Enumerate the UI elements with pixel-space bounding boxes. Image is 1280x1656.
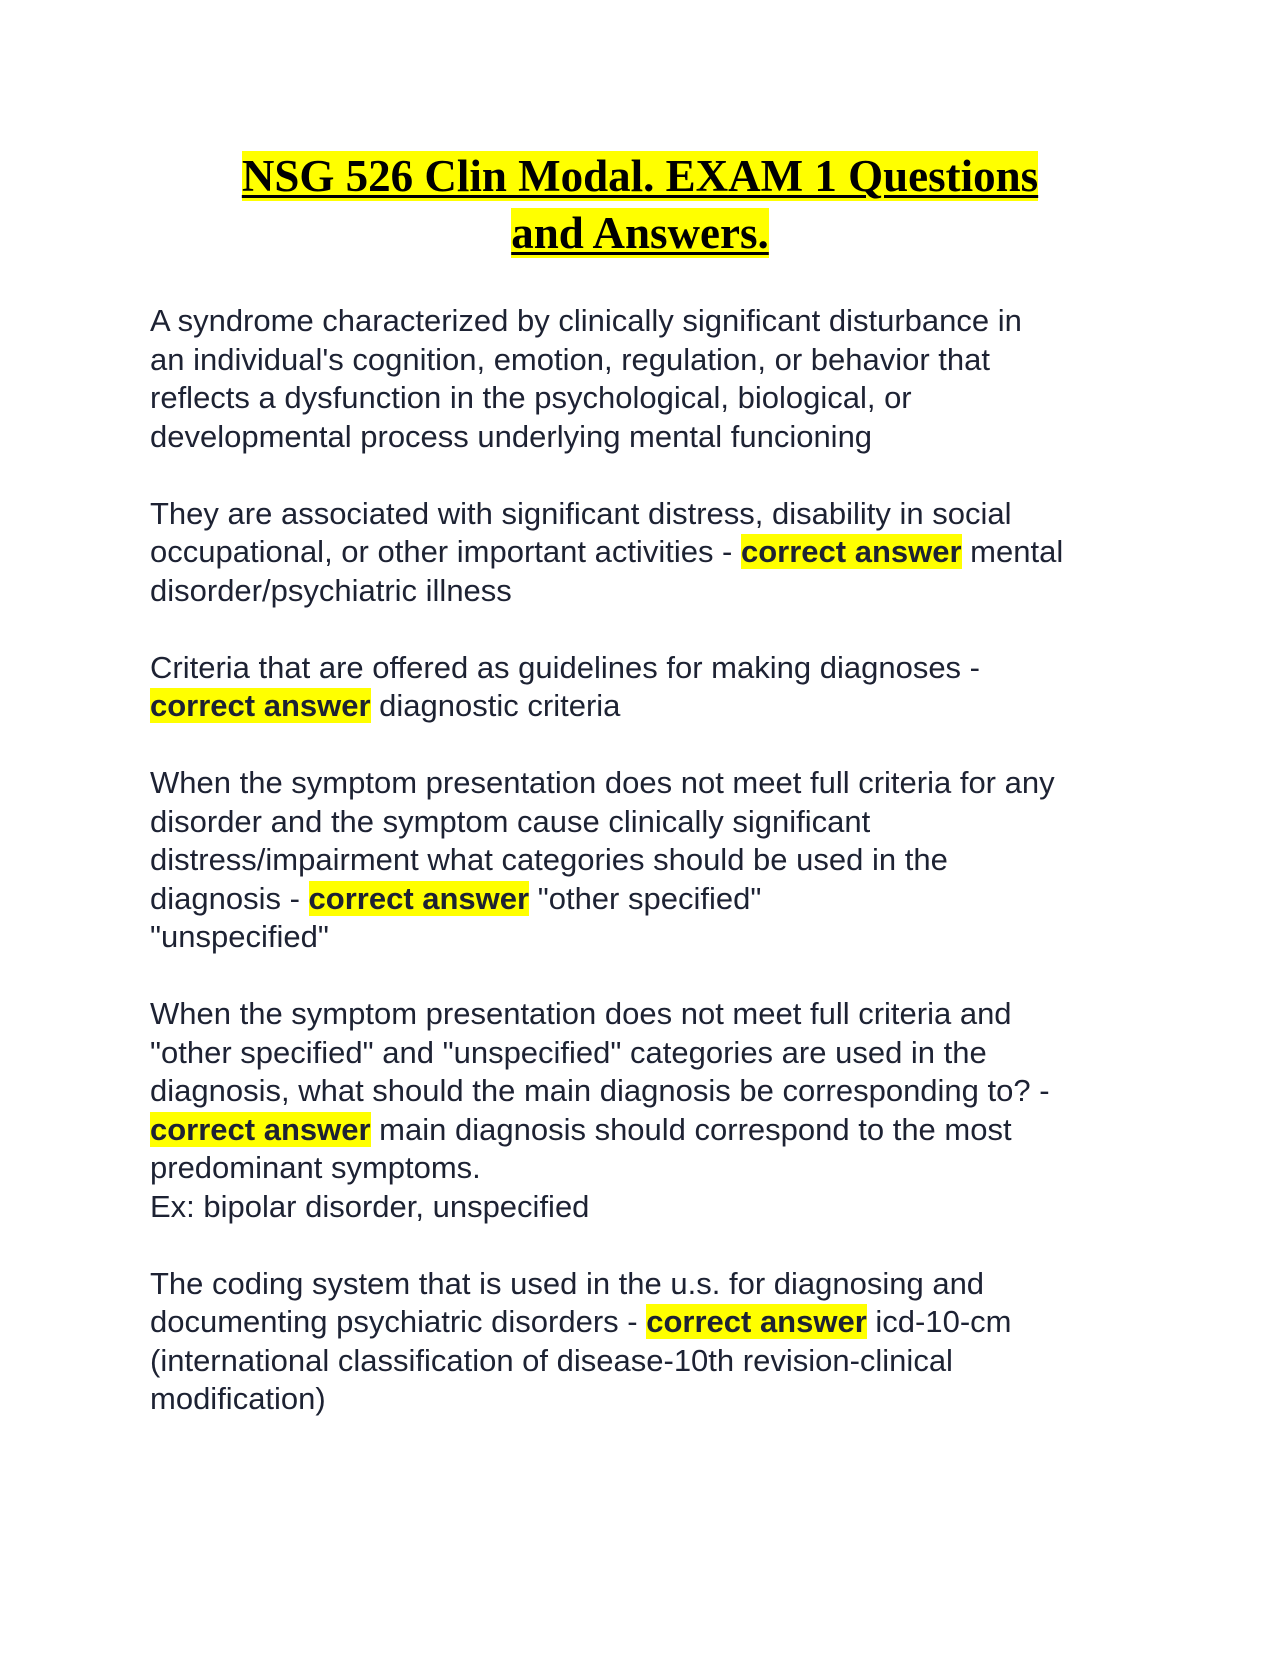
text-line: When the symptom presentation does not meet full criteria for any [150, 765, 1055, 800]
qa-block-4 [150, 764, 1150, 957]
title-line-2: and Answers. [511, 208, 769, 258]
answer-text: icd-10-cm [866, 1304, 1012, 1339]
text-line: disorder and the symptom cause clinically significant [150, 803, 871, 839]
correct-answer-tag: correct answer [150, 688, 371, 723]
text-line: an individual's cognition, emotion, regulation, or behavior that [150, 341, 990, 377]
answer-text: mental [961, 534, 1064, 569]
question-text: documenting psychiatric disorders - [150, 1304, 647, 1339]
text-line: developmental process underlying mental funcioning [150, 418, 873, 454]
question-text: diagnosis - [150, 880, 309, 916]
text-line [150, 880, 1150, 919]
qa-block-2 [150, 495, 1150, 611]
text-line: reflects a dysfunction in the psychological, biological, or [150, 380, 912, 415]
document-body [150, 302, 1150, 1457]
text-line: Criteria that are offered as guidelines for making diagnoses - [150, 649, 980, 685]
text-line [150, 1111, 1150, 1150]
answer-line: predominant symptoms. [150, 1150, 481, 1185]
text-line: They are associated with significant distress, disability in social [150, 495, 1012, 531]
text-line [150, 1303, 1150, 1342]
correct-answer-tag: correct answer [308, 880, 530, 916]
text-line: When the symptom presentation does not meet full criteria and [150, 996, 1012, 1031]
qa-block-3 [150, 649, 1150, 726]
answer-text: main diagnosis should correspond to the most [370, 1111, 1012, 1147]
correct-answer-tag: correct answer [646, 1304, 867, 1339]
text-line: "other specified" and "unspecified" categories are used in the [150, 1034, 987, 1070]
answer-line: "unspecified" [150, 919, 329, 954]
answer-line: modification) [150, 1381, 326, 1416]
question-text: occupational, or other important activities - [150, 534, 741, 569]
text-line: diagnosis, what should the main diagnosis be corresponding to? - [150, 1073, 1050, 1108]
answer-line: (international classification of disease-10th revision-clinical [150, 1342, 953, 1378]
answer-text: diagnostic criteria [370, 688, 621, 723]
text-line: The coding system that is used in the u.s. for diagnosing and [150, 1265, 985, 1301]
title-line-1: NSG 526 Clin Modal. EXAM 1 Questions [241, 151, 1039, 201]
text-line [150, 687, 1150, 726]
text-line: A syndrome characterized by clinically significant disturbance in [150, 303, 1022, 338]
qa-block-6 [150, 1265, 1150, 1419]
correct-answer-tag: correct answer [150, 1111, 371, 1147]
answer-text: "other specified" [529, 880, 762, 916]
correct-answer-tag: correct answer [741, 534, 962, 569]
document-title [150, 148, 1130, 262]
text-line: distress/impairment what categories should be used in the [150, 842, 948, 877]
text-line [150, 533, 1150, 572]
qa-block-5 [150, 995, 1150, 1226]
answer-line: Ex: bipolar disorder, unspecified [150, 1188, 590, 1224]
qa-block-1-question [150, 302, 1150, 456]
answer-line: disorder/psychiatric illness [150, 572, 512, 608]
